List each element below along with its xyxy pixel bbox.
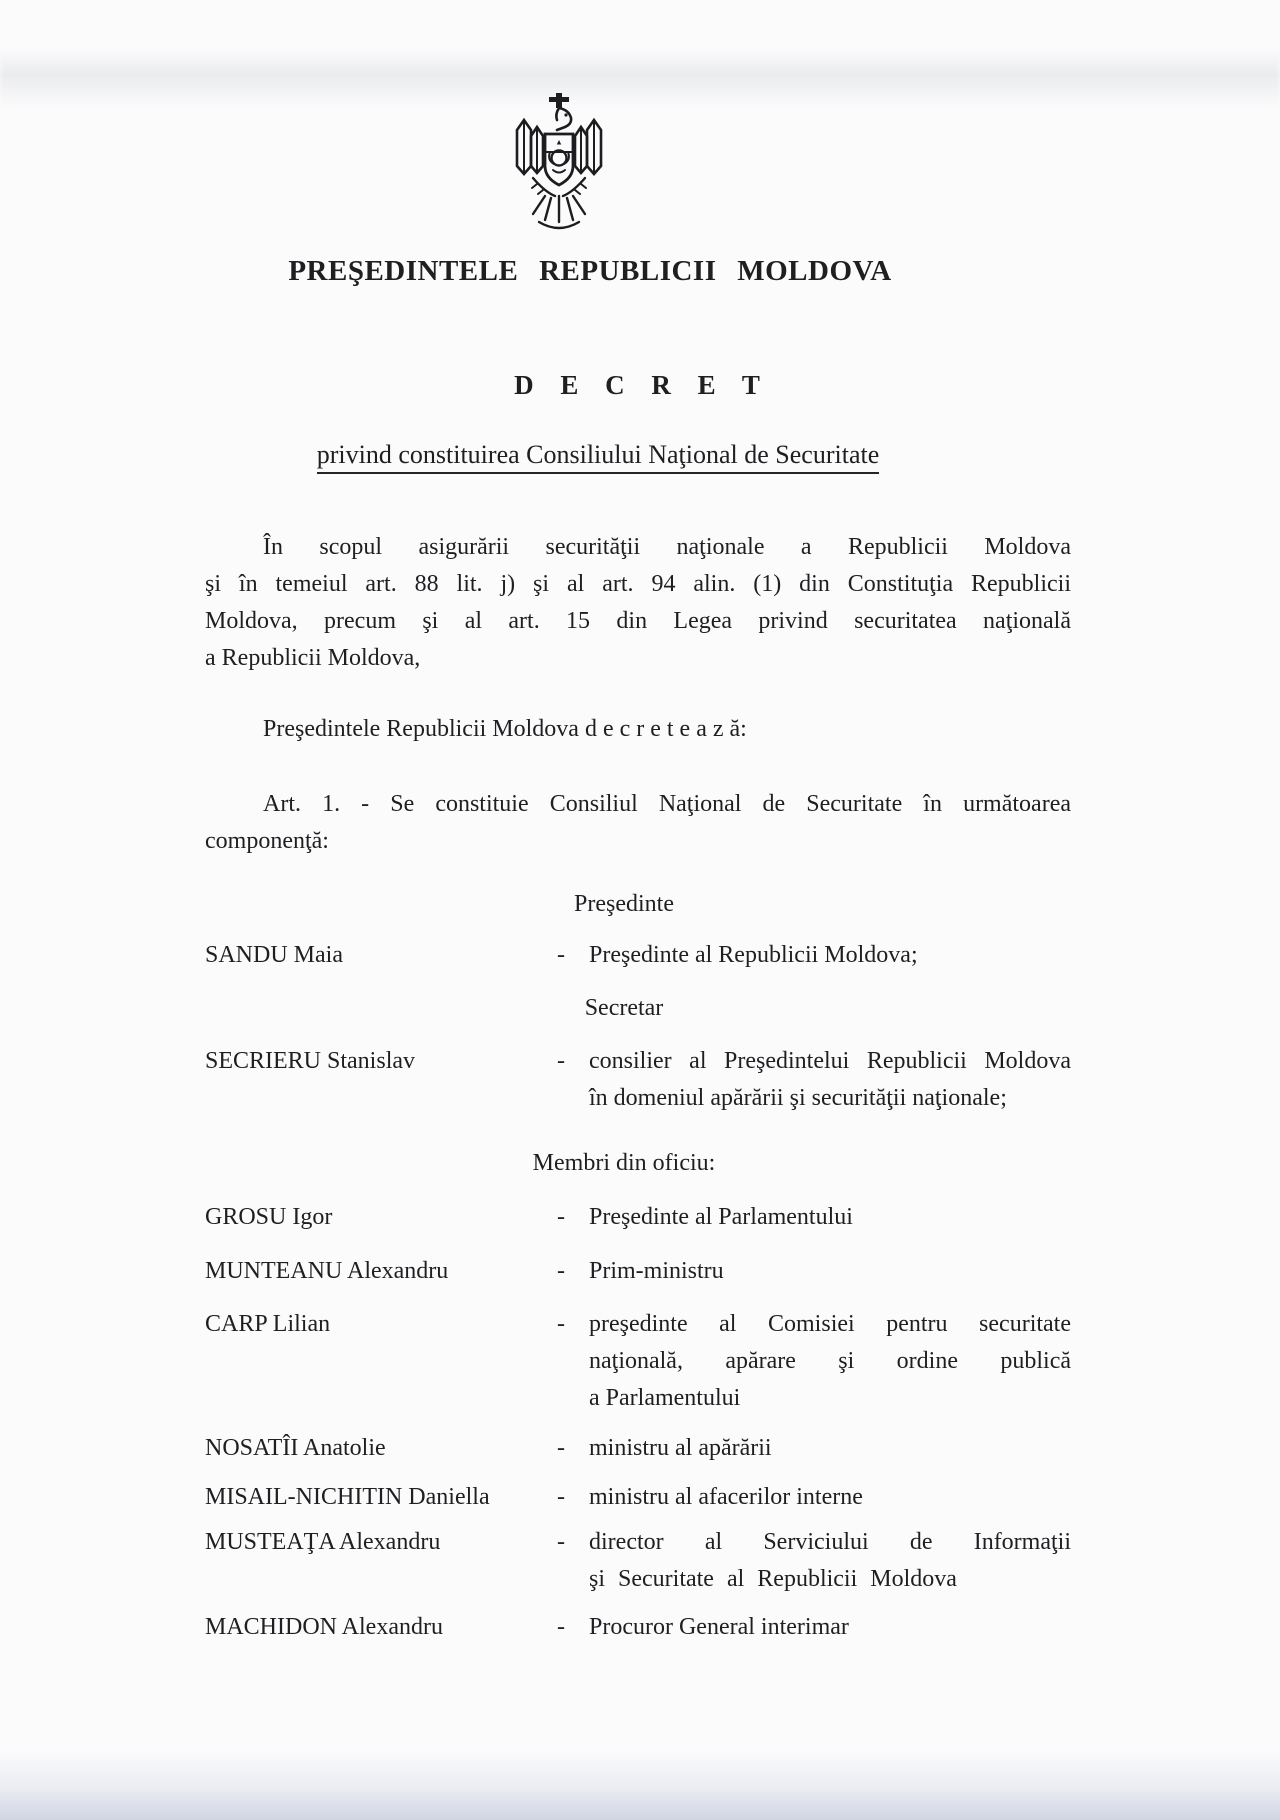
dash-separator: - [557, 1048, 565, 1075]
member-name: NOSATÎI Anatolie [205, 1435, 386, 1462]
member-role-line: preşedinte al Comisiei pentru securitate [589, 1311, 1071, 1338]
article-1-line: componenţă: [205, 828, 329, 855]
decree-subject-text: privind constituirea Consiliului Naţional de Securitate [317, 439, 880, 474]
member-role [589, 1043, 1071, 1117]
member-name: GROSU Igor [205, 1204, 333, 1231]
composition-entry-carp [205, 1306, 1071, 1417]
member-name: MACHIDON Alexandru [205, 1614, 443, 1641]
composition-entry-misail-nichitin [205, 1479, 1071, 1516]
dash-separator: - [557, 1435, 565, 1462]
dash-separator: - [557, 1529, 565, 1556]
member-name: CARP Lilian [205, 1311, 331, 1338]
composition-entry-machidon [205, 1609, 1071, 1646]
member-name: SECRIERU Stanislav [205, 1048, 416, 1075]
member-name: SANDU Maia [205, 942, 343, 969]
decree-subject-line [165, 439, 1031, 474]
member-role-line: ministru al apărării [589, 1435, 772, 1462]
member-role-line: consilier al Preşedintelui Republicii Moldova [589, 1048, 1071, 1075]
member-role [589, 1253, 1071, 1290]
member-role-line: în domeniul apărării şi securităţii naţionale; [589, 1085, 1007, 1112]
dash-separator: - [557, 1484, 565, 1511]
member-role-line: director al Serviciului de Informaţii [589, 1529, 1071, 1556]
dash-separator: - [557, 1311, 565, 1338]
member-role [589, 1199, 1071, 1236]
section-label-secretary: Secretar [584, 995, 664, 1022]
member-name-line: Daniella [408, 1484, 490, 1511]
dash-separator: - [557, 1258, 565, 1285]
member-role-line: naţională, apărare şi ordine publică [589, 1348, 1071, 1375]
dash-separator: - [557, 942, 565, 969]
member-name-line: MISAIL-NICHITIN [205, 1484, 403, 1511]
member-name: MUSTEAŢA Alexandru [205, 1529, 441, 1556]
member-role [589, 1524, 1071, 1598]
member-role-line: ministru al afacerilor interne [589, 1484, 863, 1511]
composition-entry-munteanu [205, 1253, 1071, 1290]
member-role [589, 1306, 1071, 1417]
member-role-line: Prim-ministru [589, 1258, 724, 1285]
decree-document-page [205, 0, 1071, 1646]
preamble-line: În scopul asigurării securităţii naţionale a Republicii Moldova [263, 534, 1071, 561]
member-role [589, 1609, 1071, 1646]
moldova-state-emblem-icon [503, 225, 615, 242]
scan-artifact-bottom-band [0, 1750, 1280, 1820]
member-role [589, 1479, 1071, 1516]
member-role [589, 1430, 1071, 1467]
member-role [589, 937, 1071, 974]
preamble-line: a Republicii Moldova, [205, 645, 421, 672]
emblem-container [126, 92, 992, 238]
composition-entry-nosatii [205, 1430, 1071, 1467]
dash-separator: - [557, 1204, 565, 1231]
member-name [205, 1479, 557, 1516]
section-label-ex-officio: Membri din oficiu: [532, 1150, 716, 1177]
dash-separator: - [557, 1614, 565, 1641]
preamble-line: Moldova, precum şi al art. 15 din Legea privind securitatea naţională [205, 608, 1071, 635]
document-type-title: D E C R E T [514, 369, 770, 400]
composition-entry-secrieru [205, 1043, 1071, 1117]
enacting-clause: Preşedintele Republicii Moldova d e c r e t e a z ă: [263, 716, 747, 743]
preamble-paragraph [205, 529, 1071, 677]
composition-entry-musteata [205, 1524, 1071, 1598]
composition-entry-grosu [205, 1199, 1071, 1236]
member-role-line: şi Securitate al Republicii Moldova [589, 1566, 957, 1593]
member-role-line: a Parlamentului [589, 1385, 741, 1412]
preamble-line: şi în temeiul art. 88 lit. j) şi al art. 94 alin. (1) din Constituţia Republicii [205, 571, 1071, 598]
member-role-line: Procuror General interimar [589, 1614, 849, 1641]
member-name: MUNTEANU Alexandru [205, 1258, 449, 1285]
article-1-line: Art. 1. - Se constituie Consiliul Naţional de Securitate în următoarea [263, 791, 1071, 818]
article-1-paragraph [205, 786, 1071, 860]
composition-entry-sandu [205, 937, 1071, 974]
member-role-line: Preşedinte al Parlamentului [589, 1204, 853, 1231]
member-role-line: Preşedinte al Republicii Moldova; [589, 942, 918, 969]
section-label-president: Preşedinte [574, 891, 674, 918]
issuing-authority-title: PREŞEDINTELE REPUBLICII MOLDOVA [288, 255, 892, 287]
